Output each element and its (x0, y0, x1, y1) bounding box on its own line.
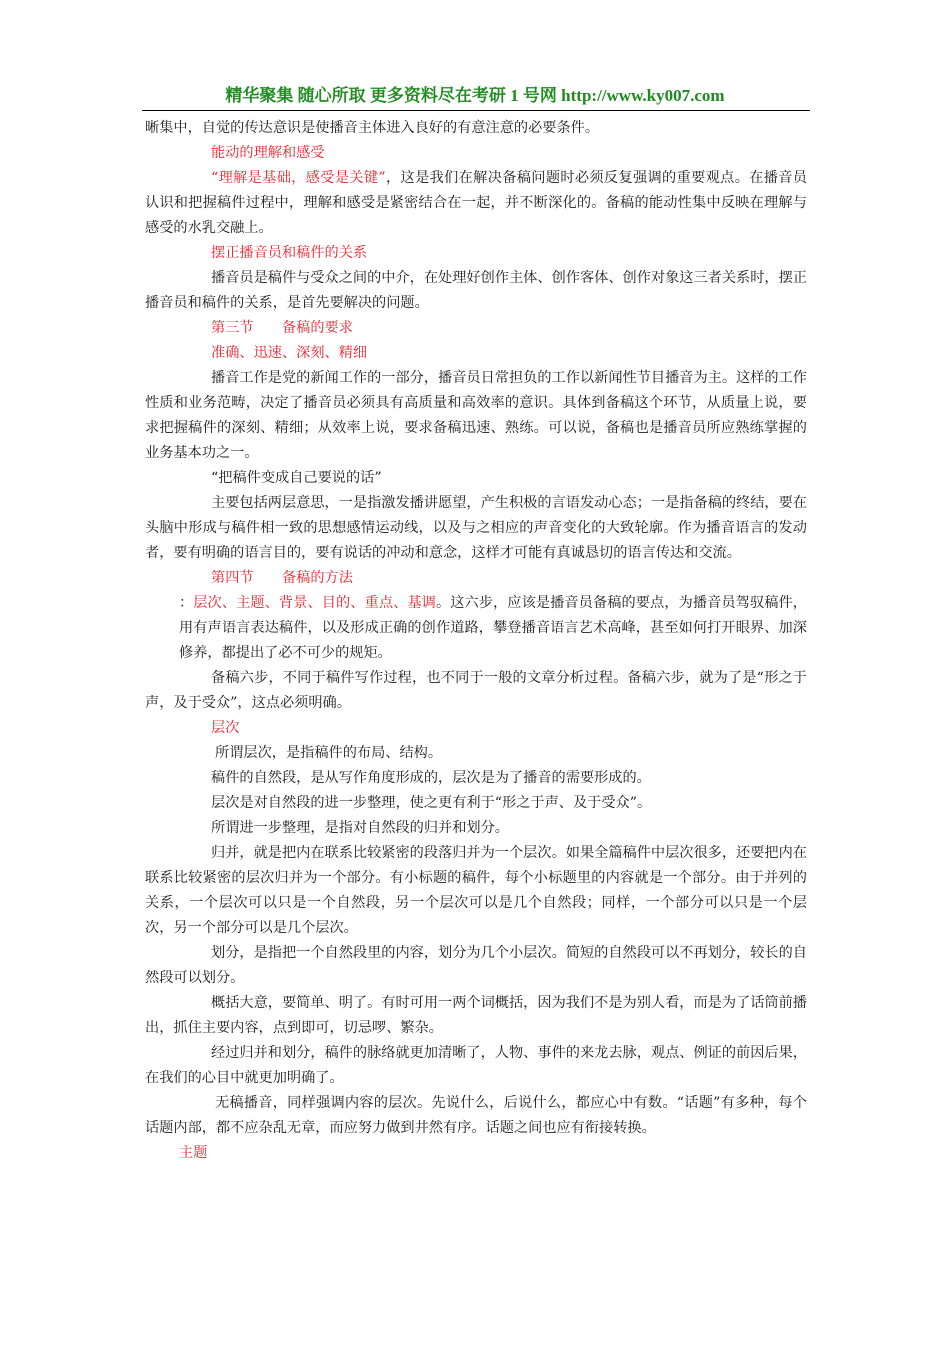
page-header: 精华聚集 随心所取 更多资料尽在考研 1 号网 http://www.ky007.com (225, 86, 725, 105)
paragraph: 经过归并和划分，稿件的脉络就更加清晰了，人物、事件的来龙去脉，观点、例证的前因后果，在我们的心目中就更加明确了。 (145, 1045, 807, 1086)
paragraph: 主要包括两层意思，一是指激发播讲愿望，产生积极的言语发动心态；一是指备稿的终结，要在头脑中形成与稿件相一致的思想感情运动线，以及与之相应的声音变化的大致轮廓。作为播音语言的发动者，要有明确的语言目的，要有说话的冲动和意念，这样才可能有真诚恳切的语言传达和交流。 (145, 495, 807, 561)
paragraph: 划分，是指把一个自然段里的内容，划分为几个小层次。简短的自然段可以不再划分，较长的自然段可以划分。 (145, 945, 807, 986)
six-steps-list: 层次、主题、背景、目的、重点、基调 (193, 595, 436, 611)
paragraph: 所谓层次，是指稿件的布局、结构。 (215, 745, 443, 761)
paragraph: 播音工作是党的新闻工作的一部分，播音员日常担负的工作以新闻性节目播音为主。这样的工作性质和业务范畴，决定了播音员必须具有高质量和高效率的意识。具体到备稿这个环节，从质量上说，要求把握稿件的深刻、精细；从效率上说，要求备稿迅速、熟练。可以说，备稿也是播音员所应熟练掌握的业务基本功之一。 (145, 370, 807, 461)
paragraph: 无稿播音，同样强调内容的层次。先说什么，后说什么，都应心中有数。“话题”有多种，每个话题内部，都不应杂乱无章，而应努力做到井然有序。话题之间也应有衔接转换。 (145, 1095, 807, 1136)
paragraph (145, 591, 807, 666)
section-heading: 准确、迅速、深刻、精细 (211, 345, 368, 361)
paragraph: 所谓进一步整理，是指对自然段的归并和划分。 (211, 820, 509, 836)
emphasis-quote: “理解是基础，感受是关键” (211, 170, 386, 186)
paragraph: 播音员是稿件与受众之间的中介，在处理好创作主体、创作客体、创作对象这三者关系时，摆正播音员和稿件的关系，是首先要解决的问题。 (145, 270, 807, 311)
paragraph: 稿件的自然段，是从写作角度形成的，层次是为了播音的需要形成的。 (211, 770, 651, 786)
paragraph (145, 166, 807, 241)
chapter-section-title: 第四节 备稿的方法 (211, 570, 353, 586)
document-body (145, 116, 807, 1166)
section-heading: 层次 (211, 720, 240, 736)
paragraph-text: 。这六步，应该是播音员备稿的要点，为播音员驾驭稿件，用有声语言表达稿件，以及形成正确的创作道路，攀登播音语言艺术高峰，甚至如何打开眼界、加深修养，都提出了必不可少的规矩。 (179, 595, 807, 661)
paragraph: 概括大意，要简单、明了。有时可用一两个词概括，因为我们不是为别人看，而是为了话筒前播出，抓住主要内容，点到即可，切忌啰、繁杂。 (145, 995, 807, 1036)
header-rule (142, 110, 810, 111)
paragraph: 层次是对自然段的进一步整理，使之更有利于“形之于声、及于受众”。 (211, 795, 652, 811)
section-heading: 主题 (179, 1145, 208, 1161)
paragraph: 晰集中，自觉的传达意识是使播音主体进入良好的有意注意的必要条件。 (145, 120, 600, 136)
paragraph: 归并，就是把内在联系比较紧密的段落归并为一个层次。如果全篇稿件中层次很多，还要把内在联系比较紧密的层次归并为一个部分。有小标题的稿件，每个小标题里的内容就是一个部分。由于并列的关系，一个层次可以只是一个自然段，另一个层次可以是几个自然段；同样，一个部分可以只是一个层次，另一个部分可以是几个层次。 (145, 845, 807, 936)
paragraph: 备稿六步，不同于稿件写作过程，也不同于一般的文章分析过程。备稿六步，就为了是“形之于声，及于受众”，这点必须明确。 (145, 670, 807, 711)
section-heading: 摆正播音员和稿件的关系 (211, 245, 368, 261)
section-heading: 能动的理解和感受 (211, 145, 325, 161)
paragraph: “把稿件变成自己要说的话” (211, 470, 382, 486)
chapter-section-title: 第三节 备稿的要求 (211, 320, 353, 336)
paragraph-text: ，这是我们在解决备稿问题时必须反复强调的重要观点。在播音员认识和把握稿件过程中，理解和感受是紧密结合在一起，并不断深化的。备稿的能动性集中反映在理解与感受的水乳交融上。 (145, 170, 807, 236)
colon: ： (179, 595, 194, 611)
